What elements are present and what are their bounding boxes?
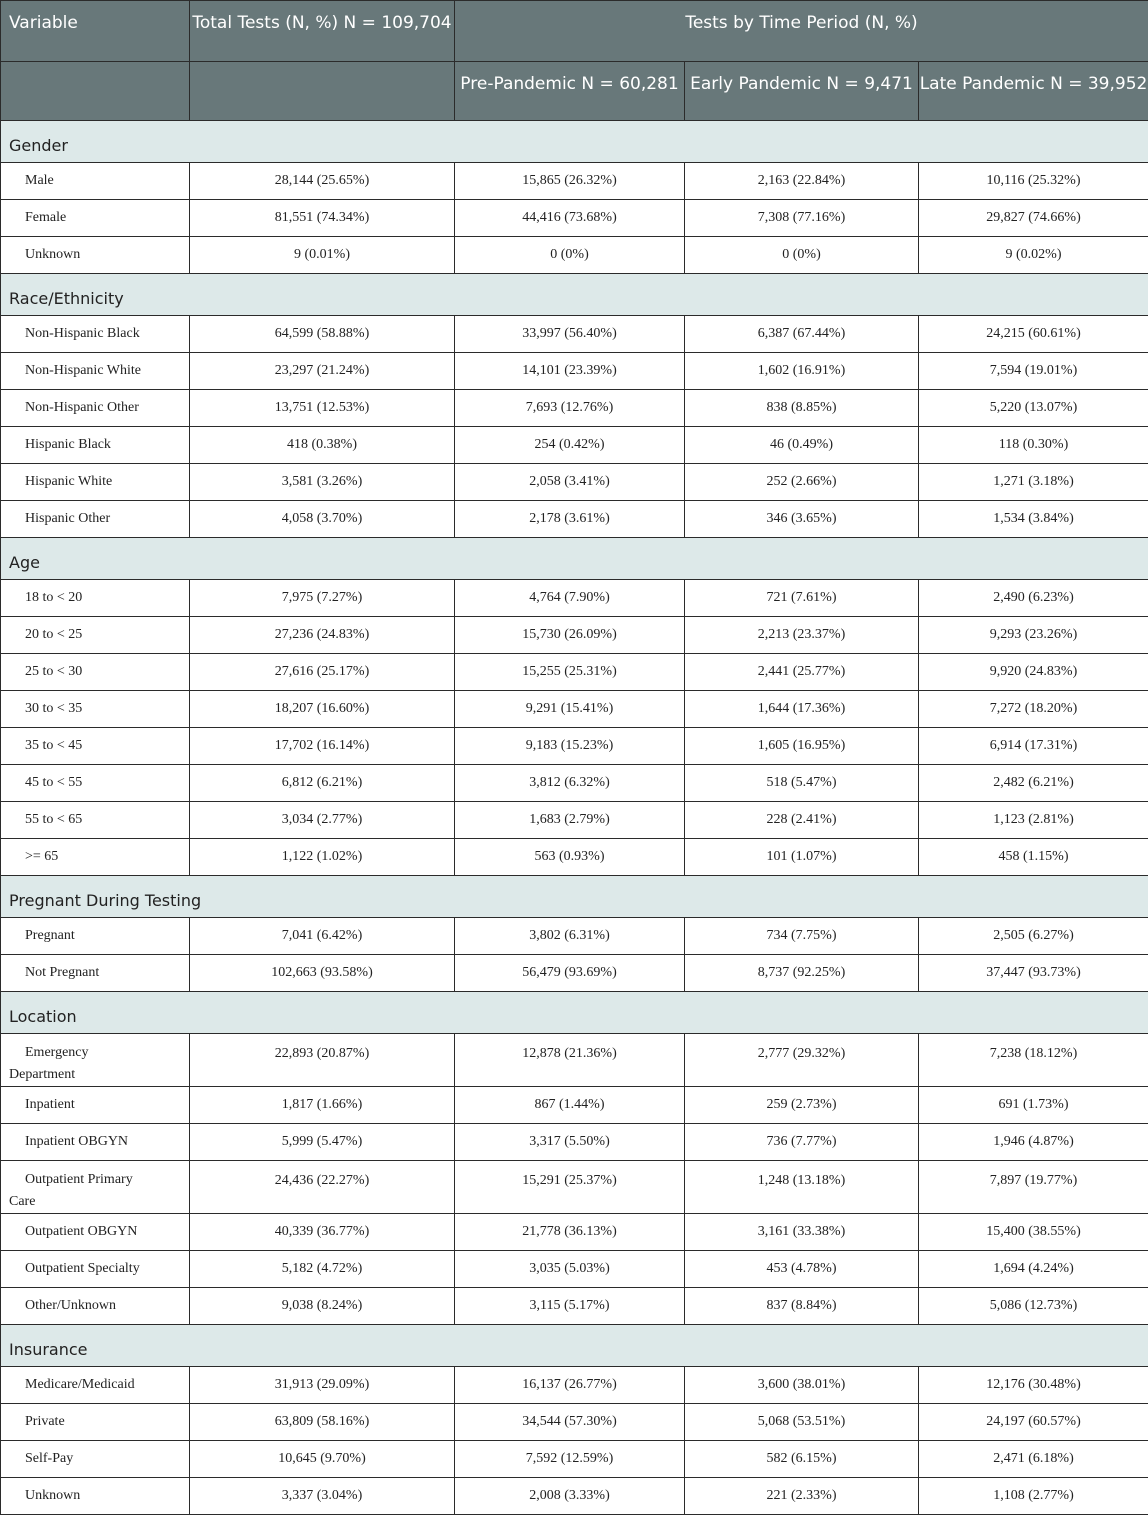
section-age bbox=[1, 538, 1148, 580]
cell-early: 46 (0.49%) bbox=[685, 427, 919, 464]
row-label: Unknown bbox=[1, 1478, 190, 1515]
table-row bbox=[1, 1124, 1148, 1161]
row-label: Male bbox=[1, 163, 190, 200]
row-label-line-2: Care bbox=[9, 1194, 35, 1209]
cell-pre: 34,544 (57.30%) bbox=[455, 1404, 685, 1441]
row-label: Medicare/Medicaid bbox=[1, 1367, 190, 1404]
cell-late: 458 (1.15%) bbox=[919, 839, 1148, 876]
table-row bbox=[1, 1478, 1148, 1515]
cell-late: 9,293 (23.26%) bbox=[919, 617, 1148, 654]
cell-early: 736 (7.77%) bbox=[685, 1124, 919, 1161]
cell-pre: 2,058 (3.41%) bbox=[455, 464, 685, 501]
cell-late: 7,897 (19.77%) bbox=[919, 1161, 1148, 1214]
cell-early: 7,308 (77.16%) bbox=[685, 200, 919, 237]
cell-early: 1,605 (16.95%) bbox=[685, 728, 919, 765]
cell-late: 1,694 (4.24%) bbox=[919, 1251, 1148, 1288]
cell-total: 27,616 (25.17%) bbox=[190, 654, 455, 691]
cell-early: 1,248 (13.18%) bbox=[685, 1161, 919, 1214]
row-label: Outpatient Specialty bbox=[1, 1251, 190, 1288]
row-label: Hispanic Other bbox=[1, 501, 190, 538]
cell-pre: 3,317 (5.50%) bbox=[455, 1124, 685, 1161]
row-label: Female bbox=[1, 200, 190, 237]
cell-pre: 9,183 (15.23%) bbox=[455, 728, 685, 765]
row-label: Not Pregnant bbox=[1, 955, 190, 992]
cell-early: 1,644 (17.36%) bbox=[685, 691, 919, 728]
cell-total: 102,663 (93.58%) bbox=[190, 955, 455, 992]
cell-total: 3,337 (3.04%) bbox=[190, 1478, 455, 1515]
cell-total: 4,058 (3.70%) bbox=[190, 501, 455, 538]
cell-pre: 14,101 (23.39%) bbox=[455, 353, 685, 390]
row-label: Non-Hispanic Black bbox=[1, 316, 190, 353]
cell-total: 40,339 (36.77%) bbox=[190, 1214, 455, 1251]
cell-early: 346 (3.65%) bbox=[685, 501, 919, 538]
cell-early: 721 (7.61%) bbox=[685, 580, 919, 617]
section-title: Location bbox=[1, 992, 1148, 1034]
table-row bbox=[1, 918, 1148, 955]
row-label: Non-Hispanic White bbox=[1, 353, 190, 390]
cell-total: 27,236 (24.83%) bbox=[190, 617, 455, 654]
cell-total: 31,913 (29.09%) bbox=[190, 1367, 455, 1404]
header-tests-by-period: Tests by Time Period (N, %) bbox=[455, 1, 1148, 62]
cell-pre: 15,291 (25.37%) bbox=[455, 1161, 685, 1214]
cell-early: 2,441 (25.77%) bbox=[685, 654, 919, 691]
row-label: 45 to < 55 bbox=[1, 765, 190, 802]
header-variable: Variable bbox=[1, 1, 190, 62]
cell-early: 3,161 (33.38%) bbox=[685, 1214, 919, 1251]
cell-total: 1,122 (1.02%) bbox=[190, 839, 455, 876]
cell-late: 37,447 (93.73%) bbox=[919, 955, 1148, 992]
table-row bbox=[1, 1034, 1148, 1087]
row-label: 55 to < 65 bbox=[1, 802, 190, 839]
cell-late: 15,400 (38.55%) bbox=[919, 1214, 1148, 1251]
section-pregnant bbox=[1, 876, 1148, 918]
cell-pre: 0 (0%) bbox=[455, 237, 685, 274]
cell-pre: 21,778 (36.13%) bbox=[455, 1214, 685, 1251]
cell-total: 3,581 (3.26%) bbox=[190, 464, 455, 501]
header-row-2 bbox=[1, 62, 1148, 121]
table-row bbox=[1, 1288, 1148, 1325]
section-insurance bbox=[1, 1325, 1148, 1367]
cell-late: 24,197 (60.57%) bbox=[919, 1404, 1148, 1441]
table-row bbox=[1, 353, 1148, 390]
table-row bbox=[1, 1161, 1148, 1214]
table-row bbox=[1, 654, 1148, 691]
row-label: Inpatient OBGYN bbox=[1, 1124, 190, 1161]
cell-total: 1,817 (1.66%) bbox=[190, 1087, 455, 1124]
cell-total: 3,034 (2.77%) bbox=[190, 802, 455, 839]
row-label bbox=[1, 1034, 190, 1087]
cell-pre: 1,683 (2.79%) bbox=[455, 802, 685, 839]
header-early-pandemic: Early Pandemic N = 9,471 bbox=[685, 62, 919, 121]
cell-pre: 4,764 (7.90%) bbox=[455, 580, 685, 617]
table-row bbox=[1, 501, 1148, 538]
cell-total: 18,207 (16.60%) bbox=[190, 691, 455, 728]
cell-pre: 867 (1.44%) bbox=[455, 1087, 685, 1124]
section-title: Age bbox=[1, 538, 1148, 580]
table-row bbox=[1, 580, 1148, 617]
table-row bbox=[1, 1251, 1148, 1288]
cell-late: 2,490 (6.23%) bbox=[919, 580, 1148, 617]
cell-late: 29,827 (74.66%) bbox=[919, 200, 1148, 237]
section-race-ethnicity bbox=[1, 274, 1148, 316]
table-row bbox=[1, 765, 1148, 802]
cell-late: 7,594 (19.01%) bbox=[919, 353, 1148, 390]
row-label: 25 to < 30 bbox=[1, 654, 190, 691]
cell-early: 8,737 (92.25%) bbox=[685, 955, 919, 992]
cell-early: 5,068 (53.51%) bbox=[685, 1404, 919, 1441]
header-blank bbox=[1, 62, 190, 121]
row-label bbox=[1, 1161, 190, 1214]
row-label: Non-Hispanic Other bbox=[1, 390, 190, 427]
cell-pre: 15,255 (25.31%) bbox=[455, 654, 685, 691]
cell-pre: 12,878 (21.36%) bbox=[455, 1034, 685, 1087]
cell-pre: 3,035 (5.03%) bbox=[455, 1251, 685, 1288]
table-row bbox=[1, 728, 1148, 765]
cell-late: 12,176 (30.48%) bbox=[919, 1367, 1148, 1404]
cell-pre: 33,997 (56.40%) bbox=[455, 316, 685, 353]
table-row bbox=[1, 464, 1148, 501]
row-label-line-2: Department bbox=[9, 1067, 75, 1082]
table-row bbox=[1, 691, 1148, 728]
table-row bbox=[1, 1404, 1148, 1441]
cell-total: 24,436 (22.27%) bbox=[190, 1161, 455, 1214]
row-label: Hispanic Black bbox=[1, 427, 190, 464]
table-row bbox=[1, 200, 1148, 237]
cell-late: 1,108 (2.77%) bbox=[919, 1478, 1148, 1515]
cell-late: 1,946 (4.87%) bbox=[919, 1124, 1148, 1161]
cell-early: 6,387 (67.44%) bbox=[685, 316, 919, 353]
cell-total: 81,551 (74.34%) bbox=[190, 200, 455, 237]
cell-late: 7,238 (18.12%) bbox=[919, 1034, 1148, 1087]
cell-late: 7,272 (18.20%) bbox=[919, 691, 1148, 728]
table-row bbox=[1, 163, 1148, 200]
row-label: Self-Pay bbox=[1, 1441, 190, 1478]
cell-late: 2,505 (6.27%) bbox=[919, 918, 1148, 955]
cell-late: 9,920 (24.83%) bbox=[919, 654, 1148, 691]
row-label: Other/Unknown bbox=[1, 1288, 190, 1325]
cell-total: 9,038 (8.24%) bbox=[190, 1288, 455, 1325]
table-row bbox=[1, 1367, 1148, 1404]
cell-early: 259 (2.73%) bbox=[685, 1087, 919, 1124]
cell-pre: 15,865 (26.32%) bbox=[455, 163, 685, 200]
cell-total: 5,182 (4.72%) bbox=[190, 1251, 455, 1288]
cell-total: 63,809 (58.16%) bbox=[190, 1404, 455, 1441]
row-label: >= 65 bbox=[1, 839, 190, 876]
cell-early: 228 (2.41%) bbox=[685, 802, 919, 839]
cell-early: 3,600 (38.01%) bbox=[685, 1367, 919, 1404]
cell-total: 13,751 (12.53%) bbox=[190, 390, 455, 427]
header-row-1 bbox=[1, 1, 1148, 62]
cell-total: 23,297 (21.24%) bbox=[190, 353, 455, 390]
table-row bbox=[1, 237, 1148, 274]
cell-late: 10,116 (25.32%) bbox=[919, 163, 1148, 200]
section-gender bbox=[1, 121, 1148, 163]
cell-late: 1,534 (3.84%) bbox=[919, 501, 1148, 538]
cell-early: 582 (6.15%) bbox=[685, 1441, 919, 1478]
cell-total: 7,041 (6.42%) bbox=[190, 918, 455, 955]
cell-early: 0 (0%) bbox=[685, 237, 919, 274]
row-label: 18 to < 20 bbox=[1, 580, 190, 617]
cell-pre: 563 (0.93%) bbox=[455, 839, 685, 876]
row-label: Private bbox=[1, 1404, 190, 1441]
cell-early: 1,602 (16.91%) bbox=[685, 353, 919, 390]
cell-pre: 3,812 (6.32%) bbox=[455, 765, 685, 802]
cell-total: 10,645 (9.70%) bbox=[190, 1441, 455, 1478]
cell-late: 1,271 (3.18%) bbox=[919, 464, 1148, 501]
row-label-line-1: Outpatient Primary bbox=[9, 1172, 133, 1187]
section-title: Insurance bbox=[1, 1325, 1148, 1367]
header-pre-pandemic: Pre-Pandemic N = 60,281 bbox=[455, 62, 685, 121]
cell-total: 9 (0.01%) bbox=[190, 237, 455, 274]
cell-pre: 15,730 (26.09%) bbox=[455, 617, 685, 654]
header-late-pandemic: Late Pandemic N = 39,952 bbox=[919, 62, 1148, 121]
table-row bbox=[1, 1087, 1148, 1124]
row-label: Pregnant bbox=[1, 918, 190, 955]
cell-early: 837 (8.84%) bbox=[685, 1288, 919, 1325]
cell-pre: 2,178 (3.61%) bbox=[455, 501, 685, 538]
cell-early: 101 (1.07%) bbox=[685, 839, 919, 876]
cell-total: 17,702 (16.14%) bbox=[190, 728, 455, 765]
table-row bbox=[1, 316, 1148, 353]
table-row bbox=[1, 1214, 1148, 1251]
row-label: Hispanic White bbox=[1, 464, 190, 501]
table-row bbox=[1, 839, 1148, 876]
row-label: Inpatient bbox=[1, 1087, 190, 1124]
cell-early: 453 (4.78%) bbox=[685, 1251, 919, 1288]
cell-late: 5,086 (12.73%) bbox=[919, 1288, 1148, 1325]
cell-pre: 44,416 (73.68%) bbox=[455, 200, 685, 237]
cell-late: 2,471 (6.18%) bbox=[919, 1441, 1148, 1478]
section-title: Race/Ethnicity bbox=[1, 274, 1148, 316]
row-label: 20 to < 25 bbox=[1, 617, 190, 654]
row-label: 35 to < 45 bbox=[1, 728, 190, 765]
cell-pre: 254 (0.42%) bbox=[455, 427, 685, 464]
row-label: Outpatient OBGYN bbox=[1, 1214, 190, 1251]
cell-early: 518 (5.47%) bbox=[685, 765, 919, 802]
cell-late: 5,220 (13.07%) bbox=[919, 390, 1148, 427]
cell-early: 2,213 (23.37%) bbox=[685, 617, 919, 654]
row-label: 30 to < 35 bbox=[1, 691, 190, 728]
cell-late: 24,215 (60.61%) bbox=[919, 316, 1148, 353]
cell-early: 734 (7.75%) bbox=[685, 918, 919, 955]
cell-early: 838 (8.85%) bbox=[685, 390, 919, 427]
cell-pre: 16,137 (26.77%) bbox=[455, 1367, 685, 1404]
cell-total: 7,975 (7.27%) bbox=[190, 580, 455, 617]
table-row bbox=[1, 390, 1148, 427]
header-blank bbox=[190, 62, 455, 121]
cell-pre: 56,479 (93.69%) bbox=[455, 955, 685, 992]
section-title: Pregnant During Testing bbox=[1, 876, 1148, 918]
cell-late: 1,123 (2.81%) bbox=[919, 802, 1148, 839]
cell-early: 2,777 (29.32%) bbox=[685, 1034, 919, 1087]
cell-total: 64,599 (58.88%) bbox=[190, 316, 455, 353]
cell-late: 9 (0.02%) bbox=[919, 237, 1148, 274]
row-label-line-1: Emergency bbox=[9, 1045, 89, 1060]
cell-total: 5,999 (5.47%) bbox=[190, 1124, 455, 1161]
header-total-tests: Total Tests (N, %) N = 109,704 bbox=[190, 1, 455, 62]
cell-pre: 3,115 (5.17%) bbox=[455, 1288, 685, 1325]
cell-total: 6,812 (6.21%) bbox=[190, 765, 455, 802]
cell-early: 221 (2.33%) bbox=[685, 1478, 919, 1515]
cell-early: 2,163 (22.84%) bbox=[685, 163, 919, 200]
cell-late: 2,482 (6.21%) bbox=[919, 765, 1148, 802]
cell-total: 22,893 (20.87%) bbox=[190, 1034, 455, 1087]
row-label: Unknown bbox=[1, 237, 190, 274]
cell-early: 252 (2.66%) bbox=[685, 464, 919, 501]
table-row bbox=[1, 1441, 1148, 1478]
table-row bbox=[1, 955, 1148, 992]
cell-pre: 2,008 (3.33%) bbox=[455, 1478, 685, 1515]
table-row bbox=[1, 617, 1148, 654]
cell-late: 118 (0.30%) bbox=[919, 427, 1148, 464]
section-title: Gender bbox=[1, 121, 1148, 163]
cell-total: 28,144 (25.65%) bbox=[190, 163, 455, 200]
cell-pre: 3,802 (6.31%) bbox=[455, 918, 685, 955]
cell-total: 418 (0.38%) bbox=[190, 427, 455, 464]
cell-pre: 7,693 (12.76%) bbox=[455, 390, 685, 427]
section-location bbox=[1, 992, 1148, 1034]
cell-late: 6,914 (17.31%) bbox=[919, 728, 1148, 765]
table-row bbox=[1, 802, 1148, 839]
table-row bbox=[1, 427, 1148, 464]
cell-late: 691 (1.73%) bbox=[919, 1087, 1148, 1124]
cell-pre: 9,291 (15.41%) bbox=[455, 691, 685, 728]
cell-pre: 7,592 (12.59%) bbox=[455, 1441, 685, 1478]
